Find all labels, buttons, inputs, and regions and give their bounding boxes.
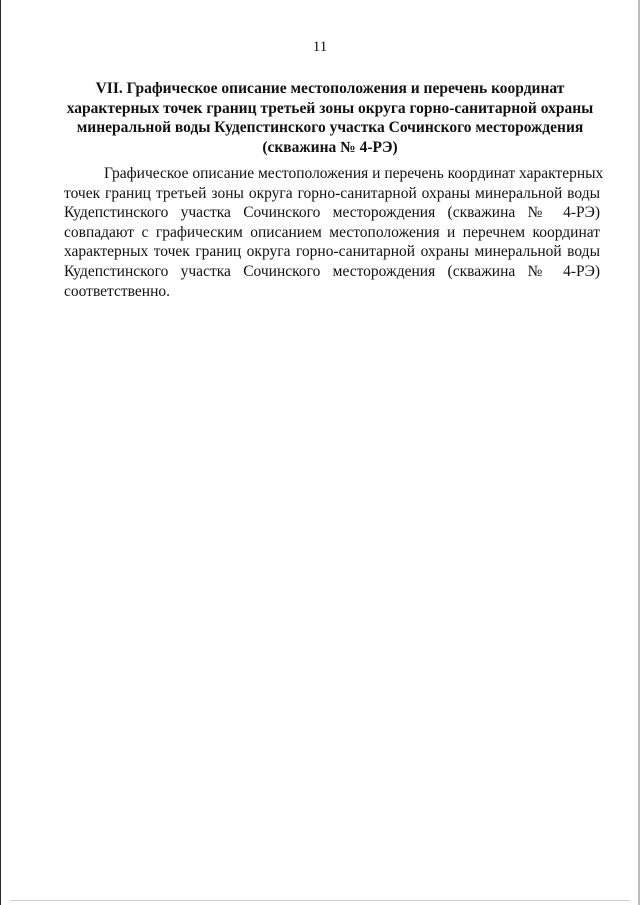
paragraph-line: Кудепстинского участка Сочинского месторождения (скважина № 4-РЭ) <box>64 204 600 222</box>
paragraph-line: соответственно. <box>64 282 170 300</box>
section-heading <box>60 79 600 157</box>
paragraph-line: Графическое описание местоположения и перечень координат характерных <box>104 165 604 182</box>
page-number: 11 <box>312 39 328 55</box>
heading-line: (скважина № 4-РЭ) <box>262 138 398 156</box>
heading-line: минеральной воды Кудепстинского участка Сочинского месторождения <box>76 119 584 136</box>
body-paragraph <box>64 164 604 301</box>
heading-line: VII. Графическое описание местоположения и перечень координат <box>95 80 565 97</box>
paragraph-line: Кудепстинского участка Сочинского месторождения (скважина № 4-РЭ) <box>64 262 600 280</box>
scan-bottom-edge <box>10 900 630 901</box>
paragraph-line: совпадают с графическим описанием местоположения и перечнем координат <box>64 223 600 241</box>
paragraph-line: точек границ третьей зоны округа горно-санитарной охраны минеральной воды <box>64 184 600 202</box>
scan-left-edge <box>0 0 1 905</box>
heading-line: характерных точек границ третьей зоны округа горно-санитарной охраны <box>66 99 594 117</box>
paragraph-line: характерных точек границ округа горно-санитарной охраны минеральной воды <box>64 243 600 261</box>
